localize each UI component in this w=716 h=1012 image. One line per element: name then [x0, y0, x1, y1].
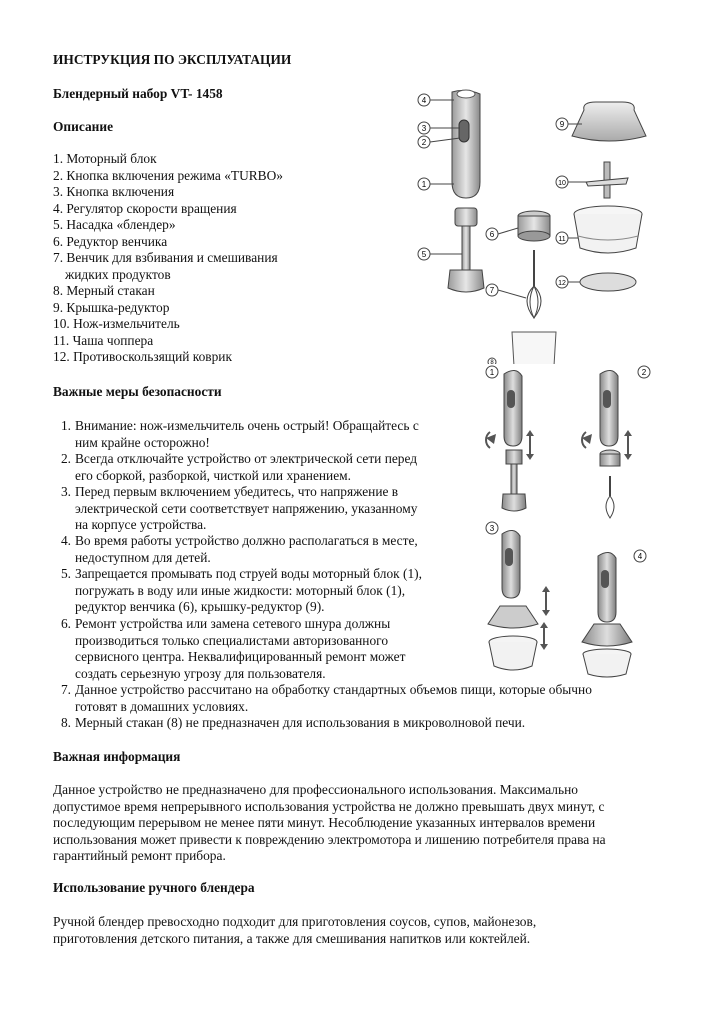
safety-item-line: недоступном для детей.	[75, 549, 211, 565]
parts-list	[53, 151, 283, 366]
part-item: 10. Нож-измельчитель	[53, 316, 180, 331]
safety-item-number: 8.	[60, 715, 71, 730]
callout-10	[556, 176, 588, 188]
part-item: 4. Регулятор скорости вращения	[53, 200, 237, 216]
safety-item-line: сервисного центра. Неквалифицированный ремонт может	[75, 649, 406, 664]
info-heading: Важная информация	[53, 749, 181, 764]
motor-unit-illustration	[452, 90, 480, 198]
svg-text:4: 4	[421, 96, 427, 105]
bowl-illustration	[574, 206, 642, 253]
svg-text:4: 4	[637, 552, 643, 561]
callout-12	[556, 276, 580, 288]
part-item: 9. Крышка-редуктор	[53, 299, 170, 315]
part-item: 11. Чаша чоппера	[53, 332, 154, 348]
blade-illustration	[586, 162, 628, 198]
info-line: Данное устройство не предназначено для профессионального использования. Максимально	[53, 782, 578, 797]
safety-item-line: производиться только специалистами авторизованного	[75, 632, 389, 648]
whisk-illustration	[527, 250, 541, 318]
callout-11	[556, 232, 578, 244]
mat-illustration	[580, 273, 636, 291]
info-line: использования может привести к повреждению электромотора и лишению потребителя права на	[53, 831, 606, 847]
whisk-gear-illustration	[518, 211, 550, 241]
part-item: 3. Кнопка включения	[53, 184, 175, 199]
svg-text:3: 3	[489, 524, 495, 533]
safety-item-line: готовят в домашних условиях.	[75, 698, 249, 714]
svg-text:5: 5	[421, 250, 427, 259]
part-item: 8. Мерный стакан	[53, 283, 155, 298]
document-title: ИНСТРУКЦИЯ ПО ЭКСПЛУАТАЦИИ	[53, 52, 292, 67]
callout-1	[418, 178, 454, 190]
svg-text:2: 2	[641, 368, 647, 377]
info-line: допустимое время непрерывного использования устройства не должно превышать двух минут, с	[53, 798, 605, 814]
lid-illustration	[572, 102, 646, 141]
safety-item-line: Во время работы устройство должно располагаться в месте,	[75, 533, 418, 548]
safety-item-line: Ремонт устройства или замена сетевого шнура должны	[75, 616, 391, 631]
part-item-continuation: жидких продуктов	[65, 266, 171, 282]
step-1-illustration	[486, 366, 534, 511]
safety-item-line: погружать в воду или иные жидкости: моторный блок (1),	[75, 582, 406, 598]
part-item: 12. Противоскользящий коврик	[53, 349, 232, 364]
safety-item-line: электрической сети соответствует напряжению, указанному	[75, 500, 418, 516]
part-item: 6. Редуктор венчика	[53, 233, 168, 249]
callout-5	[418, 248, 462, 260]
info-paragraph	[53, 782, 665, 865]
safety-item-line: ним крайне осторожно!	[75, 434, 210, 450]
safety-item-line: создать серьезную угрозу для пользователя.	[75, 665, 326, 681]
svg-text:9: 9	[559, 120, 565, 129]
part-item: 5. Насадка «блендер»	[53, 217, 176, 232]
safety-item-line: Перед первым включением убедитесь, что напряжение в	[75, 484, 399, 499]
step-4-illustration	[582, 550, 646, 677]
measuring-cup-illustration	[512, 332, 556, 364]
description-heading: Описание	[53, 119, 114, 134]
svg-text:3: 3	[421, 124, 427, 133]
usage-heading: Использование ручного блендера	[53, 880, 255, 895]
safety-item-line: его сборкой, разборкой, чисткой или хранением.	[75, 467, 351, 483]
parts-diagram	[410, 86, 660, 364]
assembly-diagram	[482, 362, 662, 684]
part-item: 1. Моторный блок	[53, 151, 157, 166]
model-name: Блендерный набор VT- 1458	[53, 86, 223, 101]
svg-text:7: 7	[489, 286, 495, 295]
safety-item-line: Запрещается промывать под струей воды моторный блок (1),	[75, 566, 422, 581]
svg-text:10: 10	[558, 180, 566, 187]
safety-item-line: Мерный стакан (8) не предназначен для использования в микроволновой печи.	[75, 715, 526, 730]
blender-attachment-illustration	[448, 208, 484, 292]
safety-item-number: 4.	[60, 533, 71, 548]
safety-item-number: 3.	[60, 484, 71, 499]
safety-item-line: Всегда отключайте устройство от электрической сети перед	[75, 451, 418, 466]
safety-item-number: 2.	[60, 451, 71, 466]
safety-item-line: Внимание: нож-измельчитель очень острый! Обращайтесь с	[75, 418, 419, 433]
svg-text:12: 12	[558, 280, 566, 287]
usage-paragraph	[53, 914, 665, 947]
safety-item-line: Данное устройство рассчитано на обработку стандартных объемов пищи, которые обычно	[75, 682, 592, 697]
svg-text:6: 6	[489, 230, 495, 239]
safety-item-line: редуктор венчика (6), крышку-редуктор (9).	[75, 599, 325, 614]
callout-7	[486, 284, 526, 298]
info-line: последующим перерывом не менее пяти минут. Несоблюдение указанных интервалов времени	[53, 815, 596, 830]
svg-text:11: 11	[558, 236, 566, 243]
step-3-illustration	[486, 522, 550, 670]
safety-item-line: на корпусе устройства.	[75, 517, 207, 532]
step-2-illustration	[582, 366, 650, 518]
svg-text:1: 1	[421, 180, 427, 189]
info-line: гарантийный ремонт прибора.	[53, 848, 226, 863]
svg-text:8: 8	[490, 360, 494, 364]
usage-line: приготовления детского питания, а также для смешивания напитков или коктейлей.	[53, 930, 531, 946]
svg-text:1: 1	[489, 368, 495, 377]
usage-line: Ручной блендер превосходно подходит для приготовления соусов, супов, майонезов,	[53, 914, 537, 929]
callout-6	[486, 228, 518, 240]
callout-4	[418, 94, 454, 106]
safety-item-number: 7.	[60, 682, 71, 697]
part-item: 2. Кнопка включения режима «TURBO»	[53, 167, 283, 183]
safety-heading: Важные меры безопасности	[53, 384, 222, 399]
safety-item-number: 6.	[60, 616, 71, 631]
safety-item-number: 5.	[60, 566, 71, 581]
svg-text:2: 2	[421, 138, 427, 147]
part-item: 7. Венчик для взбивания и смешивания	[53, 250, 278, 265]
safety-item-number: 1.	[60, 418, 71, 433]
